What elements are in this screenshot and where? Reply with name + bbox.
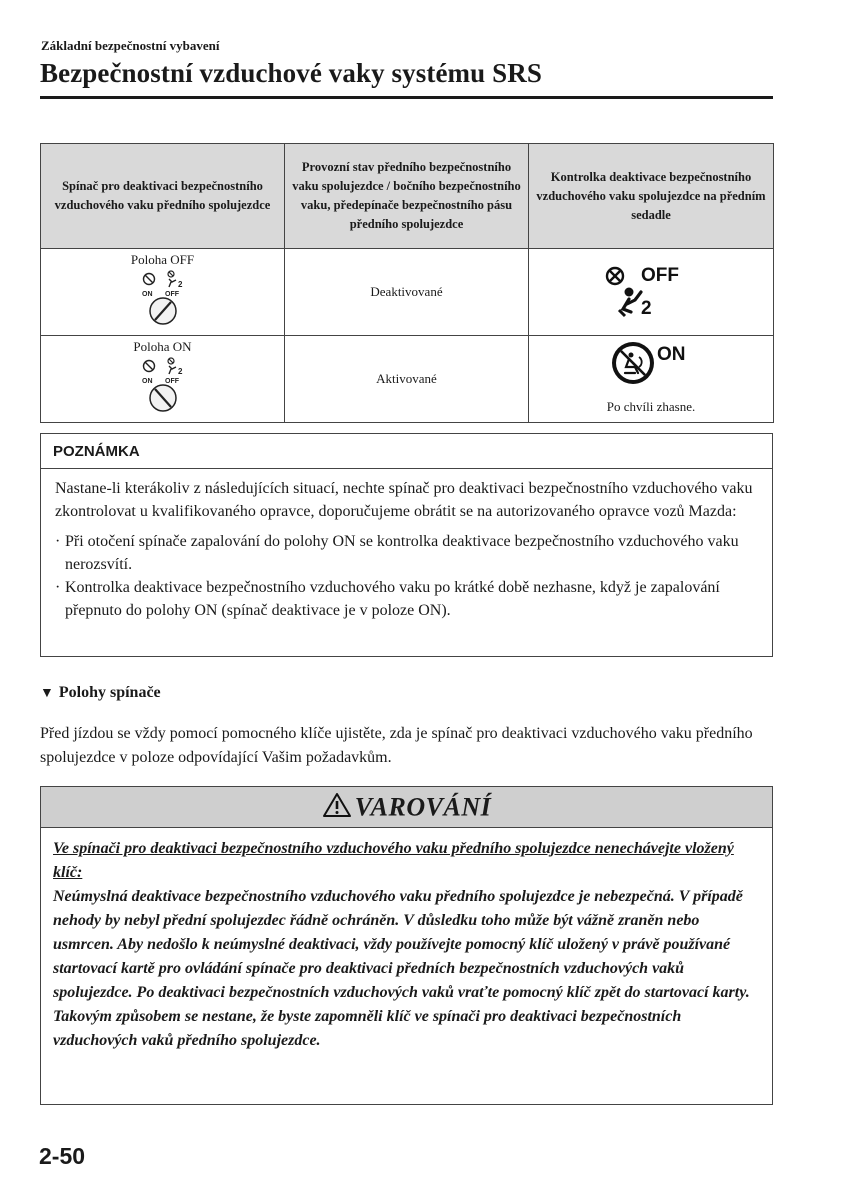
switch-on-label: ON (141, 291, 152, 298)
triangle-bullet-icon: ▼ (40, 686, 54, 701)
table-row (41, 249, 774, 336)
switch-position-label: Poloha ON (133, 339, 192, 354)
page-number: 2-50 (39, 1143, 86, 1169)
note-body (41, 469, 772, 622)
section-label: Základní bezpečnostní vybavení (41, 38, 220, 53)
indicator-off-text: OFF (641, 265, 679, 286)
airbag-on-indicator-icon (609, 339, 699, 391)
title-divider (40, 96, 773, 99)
indicator-on-text: ON (657, 344, 686, 365)
note-title: POZNÁMKA (41, 434, 772, 469)
list-item: · Kontrolka deaktivace bezpečnostního vzduchového vaku po krátké době nezhasne, když je zapalování přepnuto do polohy ON (spínač deaktivace je v poloze ON). (55, 576, 760, 622)
list-item: · Při otočení spínače zapalování do polohy ON se kontrolka deaktivace bezpečnostního vzduchového vaku nerozsvítí. (55, 530, 760, 576)
warning-triangle-icon (322, 792, 352, 818)
switch-off-label: OFF (164, 378, 179, 385)
warning-title: VAROVÁNÍ (354, 792, 492, 822)
switch-off-label: OFF (164, 291, 179, 298)
warning-body (41, 828, 772, 1053)
switch-position-cell (41, 336, 285, 423)
airbag-off-indicator-icon (601, 262, 701, 322)
indicator-note: Po chvíli zhasne. (606, 399, 696, 414)
note-intro: Nastane-li kterákoliv z následujících situací, nechte spínač pro deaktivaci bezpečnostního vzduchového vaku zkontrolovat u kvalifikovaného opravce, doporučujeme obrátit se na autorizovaného opravce vozů Mazda: (55, 480, 753, 520)
warning-text: Neúmyslná deaktivace bezpečnostního vzduchového vaku předního spolujezdce je nebezpečná. V případě nehody by nebyl přední spolujezdec řádně ochráněn. V důsledku toho může být vážně zraněn nebo usmrcen. Aby nedošlo k neúmyslné deaktivaci, vždy používejte pomocný klíč uložený v právě používané startovací kartě pro ovládání spínače pro deaktivaci předních bezpečnostních vzduchových vaků spolujezdce. Po deaktivaci bezpečnostních vzduchových vaků vraťte pomocný klíč zpět do startovací karty. Takovým způsobem se nestane, že byste zapomněli klíč ve spínači pro deaktivaci bezpečnostních vzduchových vaků předního spolujezdce. (53, 888, 750, 1049)
table-header-row (41, 144, 774, 249)
note-list (55, 530, 760, 622)
subsection-text: Před jízdou se vždy pomocí pomocného klíče ujistěte, zda je spínač pro deaktivaci vzduchového vaku předního spolujezdce v poloze odpovídající Vašim požadavkům. (40, 725, 753, 766)
warning-box (40, 786, 773, 1105)
switch-on-position-icon (133, 357, 193, 415)
indicator-cell (529, 336, 774, 423)
status-value: Deaktivované (370, 284, 443, 299)
status-value: Aktivované (376, 371, 437, 386)
svg-text:2: 2 (177, 280, 182, 289)
status-cell (285, 336, 529, 423)
page-title: Bezpečnostní vzduchové vaky systému SRS (40, 58, 542, 88)
subsection-heading (40, 684, 161, 702)
header-switch: Spínač pro deaktivaci bezpečnostního vzduchového vaku předního spolujezdce (41, 144, 285, 249)
indicator-cell (529, 249, 774, 336)
svg-text:2: 2 (641, 298, 652, 319)
header-indicator: Kontrolka deaktivace bezpečnostního vzduchového vaku spolujezdce na předním sedadle (529, 144, 774, 249)
header-status: Provozní stav předního bezpečnostního vaku spolujezdce / bočního bezpečnostního vaku, předepínače bezpečnostního pásu předního spolujezdce (285, 144, 529, 249)
note-box (40, 433, 773, 657)
warning-lead: Ve spínači pro deaktivaci bezpečnostního vzduchového vaku předního spolujezdce nenechávejte vložený klíč: (53, 840, 734, 881)
warning-header (41, 787, 772, 828)
switch-off-position-icon (133, 270, 193, 328)
status-cell (285, 249, 529, 336)
airbag-status-table (40, 143, 774, 423)
svg-text:2: 2 (177, 367, 182, 376)
switch-on-label: ON (141, 378, 152, 385)
subsection-title: Polohy spínače (58, 684, 161, 701)
table-row (41, 336, 774, 423)
switch-position-label: Poloha OFF (130, 252, 195, 267)
switch-position-cell (41, 249, 285, 336)
